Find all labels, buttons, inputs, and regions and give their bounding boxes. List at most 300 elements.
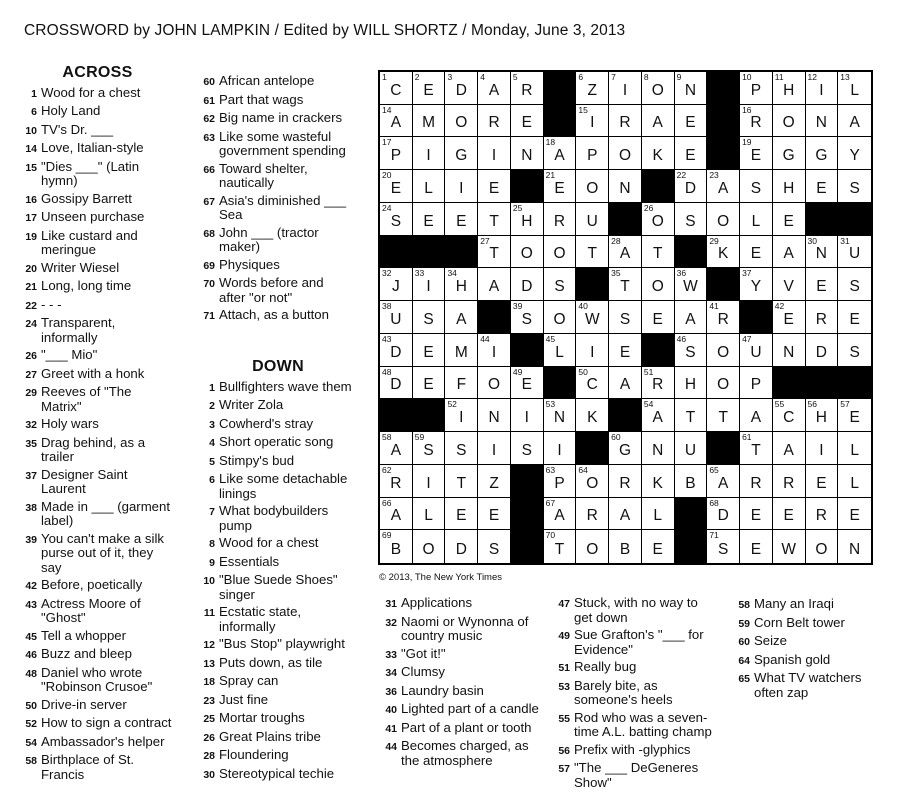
cell-number: 45 [545, 333, 556, 344]
grid-cell [478, 334, 511, 367]
clue-text: Unseen purchase [41, 209, 145, 224]
grid-cell [609, 170, 642, 203]
clue-item [198, 258, 348, 274]
grid-cell [806, 530, 839, 563]
clue-number: 6 [31, 106, 37, 118]
clue-number: 51 [558, 662, 570, 674]
black-square [544, 367, 577, 400]
clue-item [20, 532, 175, 576]
grid-cell [707, 301, 740, 334]
clue-number: 50 [25, 699, 37, 712]
grid-cell [609, 465, 642, 498]
cell-letter: E [488, 179, 500, 197]
clue-item [198, 111, 348, 127]
clue-text: Transparent, informally [41, 315, 116, 345]
grid-cell [675, 399, 708, 432]
grid-cell [609, 268, 642, 301]
grid-cell [642, 268, 675, 301]
clue-number: 69 [203, 259, 215, 272]
cell-letter: L [850, 81, 859, 99]
clue-text: Many an Iraqi [754, 596, 834, 611]
clue-number: 9 [209, 556, 215, 569]
grid-cell [609, 367, 642, 400]
grid-cell [413, 105, 446, 138]
clue-number: 60 [203, 76, 215, 88]
cell-letter: T [489, 212, 499, 230]
clue-number: 32 [25, 419, 37, 431]
clue-item [20, 666, 175, 695]
cell-letter: Z [489, 474, 499, 492]
cell-letter: P [554, 474, 565, 492]
cell-letter: A [652, 114, 663, 132]
clue-number: 24 [25, 318, 37, 330]
cell-letter: R [521, 81, 533, 99]
grid-cell [806, 268, 839, 301]
cell-letter: R [750, 474, 762, 492]
grid-cell [445, 367, 478, 400]
cell-letter: U [390, 310, 402, 328]
clue-text: "Dies ___" (Latin hymn) [41, 158, 140, 188]
cell-number: 36 [676, 268, 687, 279]
cell-letter: T [554, 541, 565, 558]
grid-cell [675, 432, 708, 465]
clue-text: Bullfighters wave them [219, 378, 352, 394]
black-square [413, 236, 446, 269]
grid-cell [740, 170, 773, 203]
cell-number: 70 [545, 530, 556, 541]
cell-letter: A [390, 114, 402, 132]
grid-cell [806, 465, 839, 498]
clue-number: 45 [25, 630, 37, 643]
cell-letter: A [554, 507, 565, 525]
grid-cell [707, 170, 740, 203]
clue-text: Gossipy Barrett [41, 190, 132, 206]
black-square [511, 334, 544, 367]
clue-item [198, 605, 358, 634]
clue-item [20, 298, 175, 314]
cell-letter: K [718, 245, 729, 263]
cell-letter: E [423, 376, 434, 394]
grid-cell [478, 236, 511, 269]
clue-text: Toward shelter, nautically [219, 160, 308, 190]
cell-letter: E [456, 212, 467, 230]
cell-number: 66 [382, 497, 392, 508]
cell-letter: A [619, 507, 631, 525]
grid-cell [675, 203, 708, 236]
cell-letter: S [849, 179, 860, 197]
cell-number: 26 [643, 202, 654, 213]
cell-letter: T [620, 278, 630, 296]
cell-letter: S [423, 441, 434, 459]
cell-letter: I [622, 81, 628, 99]
clue-text: "The ___ DeGeneres Show" [574, 760, 699, 790]
clue-item [380, 596, 540, 612]
grid-cell [838, 72, 871, 105]
cell-number: 65 [709, 464, 719, 475]
grid-cell [642, 72, 675, 105]
cell-letter: I [524, 409, 529, 427]
grid-cell [445, 170, 478, 203]
cell-letter: N [521, 147, 533, 165]
cell-number: 57 [840, 399, 850, 410]
clue-item [20, 753, 175, 782]
grid-cell [609, 498, 642, 531]
grid-cell [740, 334, 773, 367]
cell-letter: W [781, 541, 796, 558]
cell-letter: R [652, 376, 664, 394]
grid-cell [740, 268, 773, 301]
clue-text: Designer Saint Laurent [41, 466, 128, 496]
clue-text: Stereotypical techie [219, 765, 335, 781]
clue-number: 4 [209, 437, 215, 449]
clue-item [380, 721, 540, 737]
clue-number: 71 [203, 310, 215, 322]
cell-letter: T [587, 245, 597, 263]
clue-text: Made in ___ (garment label) [41, 498, 171, 528]
clue-item [20, 578, 175, 594]
clue-number: 26 [203, 731, 215, 744]
clue-text: Like some detachable linings [219, 471, 348, 501]
clue-text: John ___ (tractor maker) [219, 224, 319, 254]
grid-cell [544, 432, 577, 465]
cell-letter: O [488, 376, 501, 394]
grid-cell [806, 170, 839, 203]
clue-number: 31 [385, 598, 397, 610]
grid-cell [707, 367, 740, 400]
cell-letter: I [459, 179, 464, 197]
clue-text: You can't make a silk purse out of it, they say [41, 530, 164, 575]
grid-cell [740, 72, 773, 105]
clue-item [20, 468, 175, 497]
cell-letter: H [783, 179, 795, 197]
black-square [544, 105, 577, 138]
grid-cell [773, 268, 806, 301]
clue-number: 14 [25, 143, 37, 155]
grid-cell [478, 399, 511, 432]
black-square [511, 465, 544, 498]
clue-item [380, 684, 540, 700]
cell-letter: O [586, 474, 599, 492]
cell-letter: A [685, 310, 696, 328]
cell-number: 7 [611, 72, 616, 82]
cell-number: 40 [578, 301, 588, 312]
clue-item [20, 735, 175, 751]
cell-number: 1 [382, 72, 387, 82]
clue-text: Like custard and meringue [41, 227, 138, 257]
cell-number: 48 [382, 366, 392, 377]
grid-cell [576, 334, 609, 367]
grid-cell [838, 465, 871, 498]
clue-text: Rod who was a seven-time A.L. batting champ [574, 709, 712, 739]
grid-cell [544, 268, 577, 301]
clue-text: TV's Dr. ___ [41, 121, 114, 137]
clue-number: 28 [203, 750, 215, 762]
cell-letter: O [520, 245, 533, 263]
clue-number: 56 [558, 744, 570, 757]
clue-item [198, 767, 358, 783]
cell-letter: E [423, 343, 434, 361]
cell-letter: T [751, 441, 761, 459]
grid-cell [642, 301, 675, 334]
grid-cell [445, 72, 478, 105]
cell-number: 67 [545, 497, 556, 508]
cell-letter: T [652, 245, 663, 263]
clue-number: 55 [558, 712, 570, 725]
clue-number: 70 [203, 278, 215, 290]
cell-letter: R [815, 507, 827, 525]
clue-text: - - - [41, 296, 62, 312]
cell-number: 32 [382, 268, 392, 279]
clue-item [20, 348, 175, 364]
clue-number: 18 [203, 676, 215, 688]
clue-number: 17 [25, 212, 37, 224]
clue-text: Holy Land [41, 103, 101, 118]
clue-number: 53 [558, 680, 570, 693]
clue-text: Stuck, with no way to get down [574, 595, 698, 625]
page-title: CROSSWORD by JOHN LAMPKIN / Edited by WILL SHORTZ / Monday, June 3, 2013 [24, 22, 626, 39]
clue-text: "Blue Suede Shoes" singer [219, 572, 338, 602]
grid-cell [380, 498, 413, 531]
cell-number: 11 [774, 72, 784, 82]
clue-number: 35 [25, 437, 37, 450]
clue-item [198, 748, 358, 764]
black-square [707, 432, 740, 465]
clue-text: Prefix with -glyphics [574, 741, 691, 757]
grid-cell [838, 236, 871, 269]
grid-cell [838, 137, 871, 170]
grid-cell [642, 498, 675, 531]
cell-letter: T [685, 409, 696, 427]
grid-cell [609, 301, 642, 334]
cell-letter: O [586, 179, 599, 197]
grid-cell [576, 498, 609, 531]
clue-item [20, 123, 175, 139]
black-square [773, 367, 806, 400]
clue-item [20, 367, 175, 383]
cell-letter: E [521, 114, 532, 132]
cell-letter: O [782, 114, 795, 132]
cell-letter: O [717, 376, 730, 394]
clue-item [733, 671, 883, 700]
clue-text: Part that wags [219, 91, 304, 107]
cell-letter: E [849, 507, 860, 525]
cell-number: 15 [578, 104, 588, 115]
cell-letter: I [819, 81, 824, 99]
down-heading: DOWN [252, 358, 304, 375]
grid-cell [511, 203, 544, 236]
clue-item [20, 716, 175, 732]
grid-cell [445, 203, 478, 236]
cell-letter: E [423, 212, 434, 230]
cell-letter: S [423, 310, 434, 328]
grid-cell [380, 432, 413, 465]
grid-cell [380, 268, 413, 301]
clue-text: Wood for a chest [219, 535, 319, 550]
cell-number: 53 [545, 399, 556, 410]
grid-cell [413, 203, 446, 236]
grid-cell [380, 465, 413, 498]
cell-letter: E [816, 278, 827, 296]
grid-cell [838, 498, 871, 531]
cell-number: 43 [382, 333, 392, 344]
grid-cell [445, 498, 478, 531]
cell-letter: N [488, 409, 500, 427]
grid-cell [511, 137, 544, 170]
cell-letter: F [456, 376, 467, 394]
clue-text: Physiques [219, 256, 280, 272]
grid-cell [478, 72, 511, 105]
grid-cell [773, 399, 806, 432]
cell-letter: R [717, 310, 729, 328]
clue-item [198, 194, 348, 223]
grid-cell [740, 465, 773, 498]
clue-number: 1 [31, 87, 37, 100]
cell-letter: D [815, 343, 827, 361]
cell-letter: E [816, 179, 827, 197]
cell-letter: D [455, 81, 467, 99]
clue-item [198, 162, 348, 191]
grid-cell [806, 137, 839, 170]
cell-letter: T [456, 474, 467, 492]
cell-number: 37 [742, 268, 752, 279]
cell-number: 14 [382, 104, 392, 115]
cell-letter: N [783, 343, 795, 361]
cell-letter: E [652, 541, 663, 558]
grid-cell [544, 465, 577, 498]
clue-item [553, 679, 713, 708]
cell-letter: O [717, 343, 730, 361]
grid-cell [642, 530, 675, 563]
grid-cell [773, 432, 806, 465]
cell-number: 29 [709, 235, 719, 246]
clue-number: 59 [738, 617, 750, 630]
down-clues-column-1 [198, 360, 358, 785]
cell-letter: N [815, 114, 827, 132]
cell-letter: E [652, 310, 663, 328]
grid-cell [380, 137, 413, 170]
cell-letter: Y [849, 147, 860, 165]
grid-cell [642, 432, 675, 465]
clue-text: Long, long time [41, 278, 132, 293]
clue-number: 22 [25, 299, 37, 312]
clue-text: Greet with a honk [41, 365, 145, 381]
cell-letter: I [459, 409, 464, 427]
clue-number: 27 [25, 368, 37, 381]
cell-number: 21 [545, 170, 556, 181]
cell-letter: E [849, 310, 860, 328]
grid-cell [511, 399, 544, 432]
clue-number: 63 [203, 131, 215, 144]
grid-cell [478, 498, 511, 531]
cell-number: 55 [774, 399, 785, 410]
cell-number: 28 [611, 235, 621, 246]
down-clues-column-2 [380, 596, 540, 771]
cell-number: 18 [545, 137, 556, 148]
cell-letter: O [618, 147, 632, 165]
black-square [511, 170, 544, 203]
clue-number: 67 [203, 195, 215, 208]
clue-item [20, 261, 175, 277]
clue-item [198, 555, 358, 571]
cell-letter: W [584, 310, 600, 328]
clue-item [198, 730, 358, 746]
grid-cell [806, 399, 839, 432]
cell-letter: A [718, 179, 729, 197]
cell-letter: I [426, 278, 431, 296]
cell-letter: G [782, 147, 795, 165]
cell-letter: E [783, 507, 794, 525]
cell-letter: U [849, 245, 861, 263]
cell-letter: E [685, 114, 696, 132]
cell-letter: N [849, 541, 861, 558]
cell-number: 63 [545, 464, 556, 475]
grid-cell [773, 203, 806, 236]
clue-number: 57 [558, 763, 570, 775]
cell-number: 61 [742, 432, 752, 443]
cell-letter: S [849, 278, 860, 296]
clue-item [20, 104, 175, 120]
clue-text: Spanish gold [754, 651, 831, 667]
cell-letter: T [489, 245, 499, 263]
grid-cell [544, 203, 577, 236]
cell-letter: E [783, 310, 794, 328]
clue-item [380, 615, 540, 644]
cell-letter: T [718, 409, 728, 427]
cell-letter: P [750, 376, 762, 394]
cell-letter: D [390, 343, 402, 361]
clue-number: 61 [203, 94, 215, 107]
clue-number: 37 [25, 469, 37, 482]
across-clues-column-2 [198, 74, 348, 327]
cell-number: 41 [709, 301, 719, 312]
grid-cell [675, 367, 708, 400]
cell-letter: M [454, 343, 468, 361]
cell-number: 47 [742, 333, 752, 344]
clue-text: Naomi or Wynonna of country music [401, 613, 529, 643]
cell-letter: N [652, 441, 664, 459]
clue-item [20, 436, 175, 465]
clue-item [20, 210, 175, 226]
cell-letter: A [390, 507, 402, 525]
cell-letter: O [586, 541, 599, 558]
grid-cell [740, 105, 773, 138]
clue-item [553, 761, 713, 790]
cell-letter: I [590, 343, 595, 361]
cell-letter: S [554, 278, 565, 296]
cell-letter: A [488, 278, 500, 296]
clue-item [380, 702, 540, 718]
clue-text: Barely bite, as someone's heels [574, 677, 673, 707]
cell-letter: O [553, 310, 566, 328]
cell-letter: O [553, 245, 566, 263]
grid-cell [445, 137, 478, 170]
cell-letter: I [491, 147, 497, 165]
cell-letter: P [750, 81, 762, 99]
cell-number: 4 [480, 72, 485, 82]
clue-item [198, 226, 348, 255]
clue-text: Really bug [574, 659, 637, 674]
cell-letter: L [555, 343, 564, 361]
cell-letter: L [424, 179, 433, 197]
clue-item [198, 308, 348, 324]
cell-letter: R [619, 114, 631, 132]
black-square [642, 170, 675, 203]
grid-cell [609, 137, 642, 170]
cell-letter: K [652, 474, 663, 492]
grid-cell [380, 301, 413, 334]
cell-letter: V [783, 278, 794, 296]
black-square [675, 530, 708, 563]
